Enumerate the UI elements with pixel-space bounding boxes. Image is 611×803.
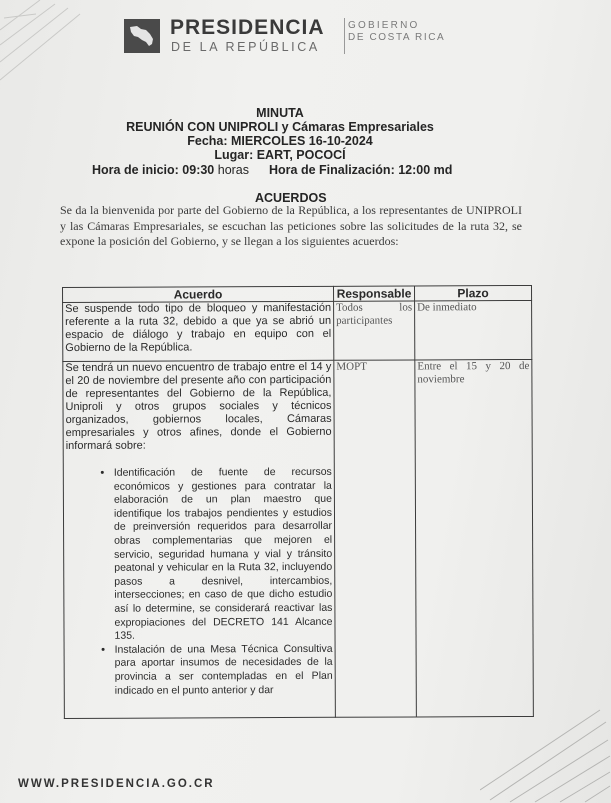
start-time-suffix: horas [214, 163, 250, 177]
government-line-1: GOBIERNO [348, 20, 420, 31]
footer-website: WWW.PRESIDENCIA.GO.CR [18, 778, 215, 790]
acuerdo-bullet-list [66, 466, 333, 698]
meeting-times [92, 163, 452, 177]
meeting-date: Fecha: MIERCOLES 16-10-2024 [187, 134, 373, 148]
acuerdo-text: Se tendrá un nuevo encuentro de trabajo entre el 14 y el 20 de noviembre del presente año con participación de representantes del Gobierno de la República, Uniproli y otros grupos sociales y técnicos organizados, gobiernos locales, Cámaras empresariales y otros afines, donde el Gobierno informará sobre: [65, 360, 332, 452]
table-header-row [63, 285, 532, 302]
letterhead [124, 16, 464, 56]
cell-responsable: Todos los participantes [334, 301, 415, 360]
table-row [63, 300, 532, 361]
meeting-place: Lugar: EART, POCOCÍ [214, 148, 346, 162]
minute-heading [80, 106, 480, 162]
meeting-title: REUNIÓN CON UNIPROLI y Cámaras Empresariales [126, 120, 434, 134]
cell-acuerdo: Se suspende todo tipo de bloqueo y manifestación referente a la ruta 32, debido a que ya se abrió un espacio de diálogo y trabajo en equipo con el Gobierno de la República. [63, 301, 334, 361]
column-header-responsable: Responsable [333, 286, 414, 301]
cell-plazo: Entre el 15 y 20 de noviembre [415, 359, 534, 717]
costa-rica-map-icon [128, 24, 156, 48]
cell-responsable: MOPT [334, 360, 417, 717]
table-row [63, 359, 534, 718]
column-header-acuerdo: Acuerdo [63, 286, 334, 302]
brand-subtitle: DE LA REPÚBLICA [171, 40, 320, 54]
brand-divider [344, 18, 345, 54]
brand-title: PRESIDENCIA [170, 16, 325, 39]
decorative-stripes-top-left [0, 0, 90, 90]
cell-plazo: De inmediato [415, 300, 532, 360]
start-time: Hora de inicio: 09:30 [92, 163, 215, 177]
column-header-plazo: Plazo [414, 285, 531, 301]
section-title: ACUERDOS [255, 191, 327, 205]
list-item: • Instalación de una Mesa Técnica Consultiva para aportar insumos de necesidades de la provincia a ser contempladas en el Plan indicado en el punto anterior y dar [115, 643, 333, 698]
logo [124, 19, 160, 53]
government-line-2: DE COSTA RICA [348, 32, 446, 43]
end-time: Hora de Finalización: 12:00 md [269, 163, 453, 177]
agreements-table [62, 285, 534, 719]
cell-acuerdo [63, 360, 336, 718]
list-item: • Identificación de fuente de recursos económicos y gestiones para contratar la elaboración de un plan maestro que identifique los trabajos pendientes y estudios de preinversión requeridos para desarrollar obras complementarias que mejoren el servicio, seguridad humana y vial y tránsito peatonal y vehicular en la Ruta 32, incluyendo pasos a desnivel, intercambios, intersecciones; en caso de que dicho estudio así lo determine, se considerará reactivar las expropiaciones del DECRETO 141 Alcance 135. [114, 466, 333, 644]
intro-paragraph: Se da la bienvenida por parte del Gobierno de la República, a los representantes de UNIPROLI y las Cámaras Empresariales, se escuchan las peticiones sobre las solicitudes de la ruta 32, se expone la posición del Gobierno, y se llegan a los siguientes acuerdos: [60, 203, 522, 248]
document-type: MINUTA [256, 106, 304, 120]
